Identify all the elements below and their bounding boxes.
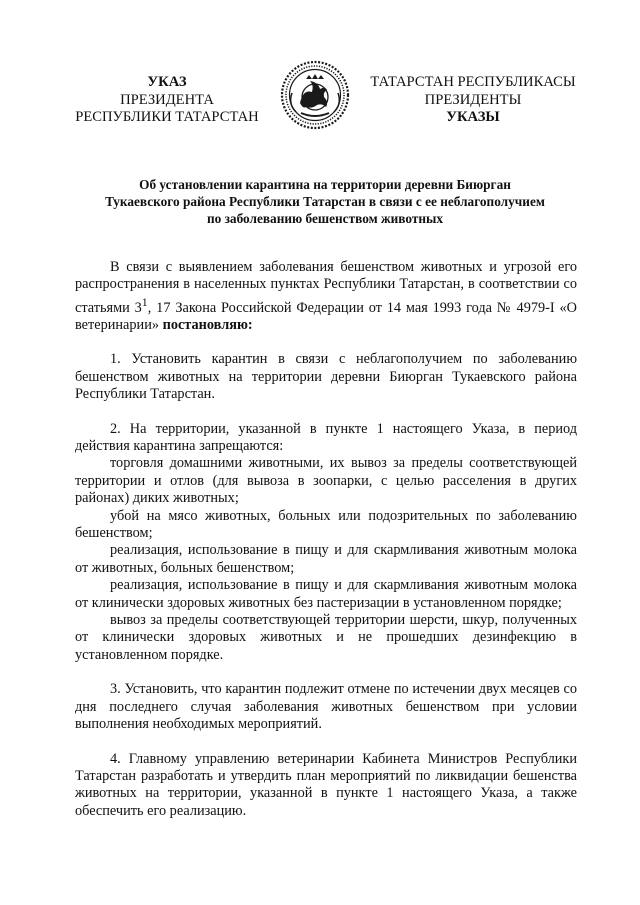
title-line-3: по заболеванию бешенством животных xyxy=(206,211,444,226)
prohibition-4: реализация, использование в пищу и для скармливания животным молока от клинически здоровых животных без пастеризации в установленном порядке; xyxy=(75,577,577,611)
header-left-line-3: РЕСПУБЛИКИ ТАТАРСТАН xyxy=(75,109,259,125)
coat-of-arms-emblem xyxy=(279,59,351,131)
intro-superscript: 1 xyxy=(141,294,148,309)
intro-text-after: , 17 Закона Российской Федерации от 14 мая 1993 года № 4979-I «О ветеринарии» xyxy=(75,299,577,333)
title-line-1: Об установлении карантина на территории деревни Биюрган xyxy=(139,177,511,192)
header-left-line-1: УКАЗ xyxy=(147,74,187,90)
decree-body xyxy=(75,259,577,820)
header-left-line-2: ПРЕЗИДЕНТА xyxy=(120,91,214,108)
decree-title xyxy=(60,176,590,227)
header-right-line-1: ТАТАРСТАН РЕСПУБЛИКАСЫ xyxy=(370,74,576,90)
intro-bold-end: постановляю: xyxy=(162,316,253,333)
prohibition-2: убой на мясо животных, больных или подозрительных по заболеванию бешенством; xyxy=(75,507,577,542)
header-left xyxy=(52,74,282,127)
intro-paragraph xyxy=(75,259,577,334)
item-4: 4. Главному управлению ветеринарии Кабинета Министров Республики Татарстан разработать и утвердить план мероприятий по ликвидации бешенства животных на территории, указанной в пункте 1 настоящего Указа, а также обеспечить его реализацию. xyxy=(75,750,577,819)
header-right-line-2: ПРЕЗИДЕНТЫ xyxy=(424,91,522,108)
item-2: 2. На территории, указанной в пункте 1 настоящего Указа, в период действия карантина запрещаются: xyxy=(75,420,577,455)
intro-text: В связи с выявлением заболевания бешенством животных и угрозой его распространения в населенных пунктах Республики Татарстан, в соответствии со статьями 3 xyxy=(75,259,577,316)
prohibition-5: вывоз за пределы соответствующей территории шерсти, шкур, полученных от клинически здоровых животных и не прошедших дезинфекцию в установленном порядке. xyxy=(75,612,577,663)
header-right xyxy=(358,74,588,127)
prohibition-3: реализация, использование в пищу и для скармливания животным молока от животных, больных бешенством; xyxy=(75,542,577,576)
title-line-2: Тукаевского района Республики Татарстан в связи с ее неблагополучием xyxy=(105,194,545,209)
prohibition-1: торговля домашними животными, их вывоз за пределы соответствующей территории и отлов (для вывоза в зоопарки, с целью расселения в других районах) диких животных; xyxy=(75,455,577,507)
item-1: 1. Установить карантин в связи с неблагополучием по заболеванию бешенством животных на территории деревни Биюрган Тукаевского района Республики Татарстан. xyxy=(75,351,577,403)
header-right-line-3: УКАЗЫ xyxy=(446,109,500,125)
item-3: 3. Установить, что карантин подлежит отмене по истечении двух месяцев со дня последнего случая заболевания животных бешенством при условии выполнения необходимых мероприятий. xyxy=(75,681,577,733)
